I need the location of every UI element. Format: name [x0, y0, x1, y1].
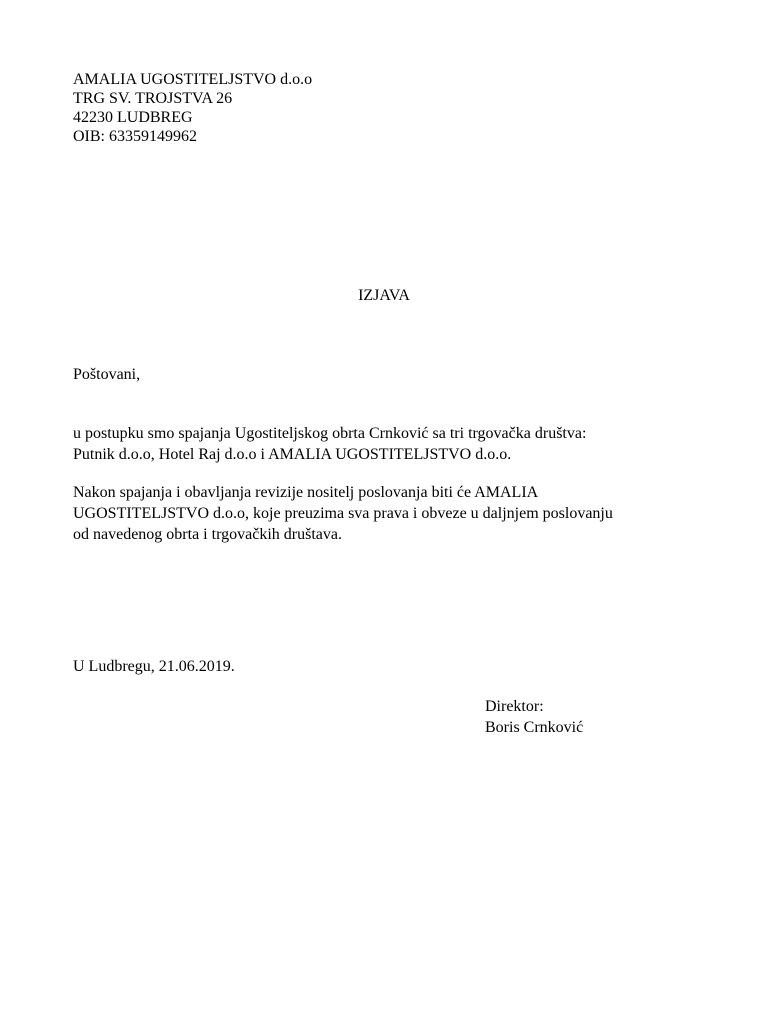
signature-block: [485, 696, 583, 738]
salutation: Poštovani,: [73, 366, 141, 383]
paragraph-2-line: Nakon spajanja i obavljanja revizije nositelj poslovanja biti će AMALIA: [73, 484, 539, 501]
signature-name: Boris Crnković: [485, 719, 584, 736]
paragraph-1-line: Putnik d.o.o, Hotel Raj d.o.o i AMALIA UGOSTITELJSTVO d.o.o.: [73, 446, 512, 463]
place-and-date: U Ludbregu, 21.06.2019.: [73, 658, 235, 675]
sender-address-block: [73, 70, 312, 146]
paragraph-1: [73, 423, 586, 465]
sender-oib: OIB: 63359149962: [73, 128, 197, 145]
paragraph-2-line: od navedenog obrta i trgovačkih društava.: [73, 526, 342, 543]
sender-city: 42230 LUDBREG: [73, 109, 193, 126]
paragraph-1-line: u postupku smo spajanja Ugostiteljskog obrta Crnković sa tri trgovačka društva:: [73, 425, 587, 442]
paragraph-2: [73, 482, 613, 545]
paragraph-2-line: UGOSTITELJSTVO d.o.o, koje preuzima sva prava i obveze u daljnjem poslovanju: [73, 505, 613, 522]
signature-role: Direktor:: [485, 698, 544, 715]
sender-company-name: AMALIA UGOSTITELJSTVO d.o.o: [73, 71, 313, 88]
sender-street: TRG SV. TROJSTVA 26: [73, 90, 233, 107]
document-title: IZJAVA: [358, 287, 410, 304]
